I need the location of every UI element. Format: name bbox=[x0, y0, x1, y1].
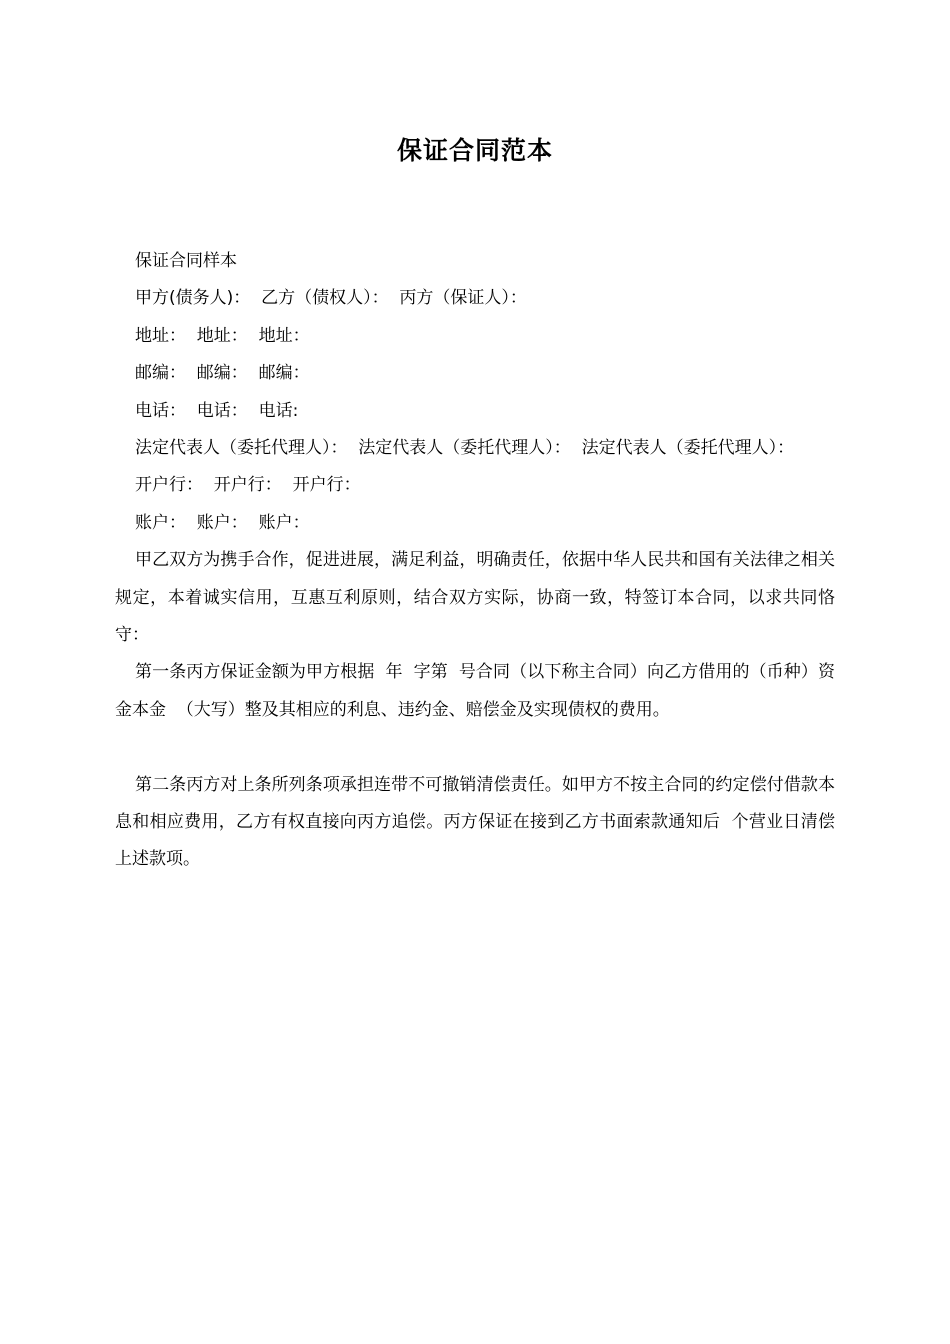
paragraph-parties: 甲方(债务人)： 乙方（债权人）： 丙方（保证人）： bbox=[135, 288, 527, 309]
paragraph-address: 地址： 地址： 地址： bbox=[135, 325, 310, 346]
paragraph-account: 账户： 账户： 账户： bbox=[135, 512, 310, 533]
paragraph-phone: 电话： 电话： 电话: bbox=[135, 400, 299, 421]
paragraph-preamble: 甲乙双方为携手合作，促进进展，满足利益，明确责任，依据中华人民共和国有关法律之相关规定，本着诚实信用，互惠互利原则，结合双方实际，协商一致，特签订本合同，以求共同恪守： bbox=[115, 550, 835, 646]
paragraph-article-1: 第一条丙方保证金额为甲方根据 年 字第 号合同（以下称主合同）向乙方借用的（币种）资金本金 （大写）整及其相应的利息、违约金、赔偿金及实现债权的费用。 bbox=[115, 662, 835, 720]
paragraph-postcode: 邮编： 邮编： 邮编： bbox=[135, 363, 310, 384]
document-body bbox=[115, 243, 835, 879]
paragraph-bank: 开户行： 开户行： 开户行： bbox=[135, 475, 361, 496]
paragraph-article-2: 第二条丙方对上条所列条项承担连带不可撤销清偿责任。如甲方不按主合同的约定偿付借款本息和相应费用，乙方有权直接向丙方追偿。丙方保证在接到乙方书面索款通知后 个营业日清偿上述款项。 bbox=[115, 774, 835, 870]
document-title: 保证合同范本 bbox=[396, 136, 553, 165]
paragraph-legal-representative: 法定代表人（委托代理人）： 法定代表人（委托代理人）： 法定代表人（委托代理人）： bbox=[135, 438, 795, 459]
paragraph-sample-heading: 保证合同样本 bbox=[135, 251, 237, 271]
